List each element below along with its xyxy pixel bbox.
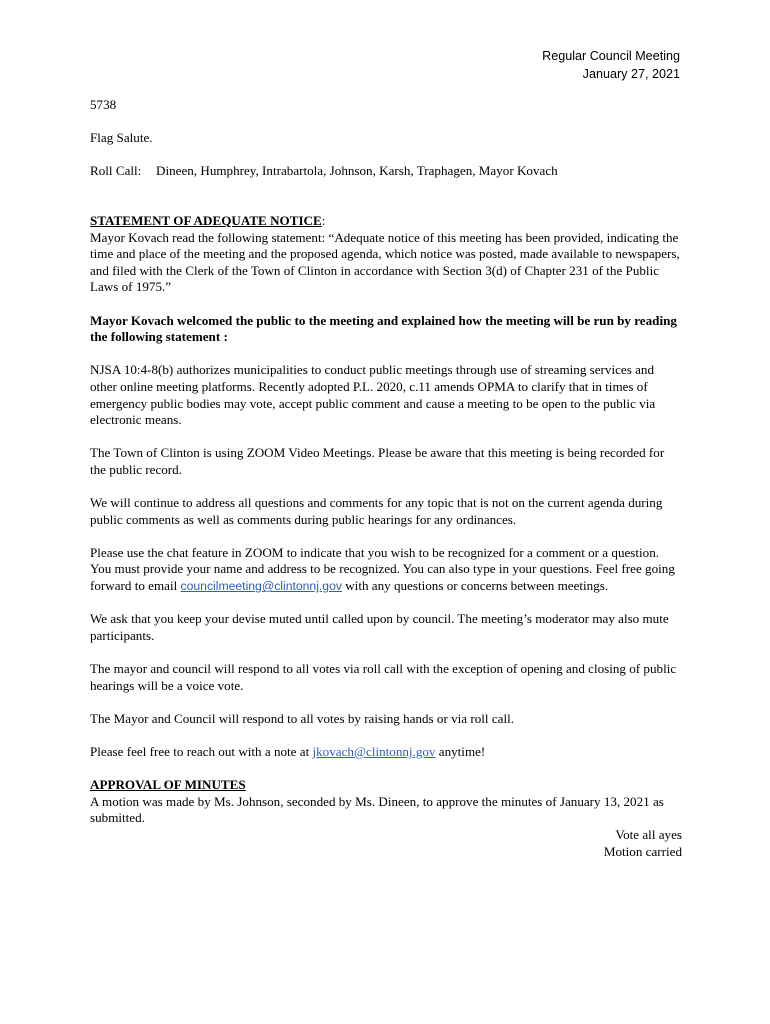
roll-call-label: Roll Call: [90, 163, 142, 179]
notice-text: Mayor Kovach read the following statement: “Adequate notice of this meeting has been provided, indicating the time and place of the meeting and the proposed agenda, which notice was posted, made available to newspapers, and filed with the Clerk of the Town of Clinton in accordance with Section 3(d) of Chapter 231 of the Public Laws of 1975.” [90, 229, 680, 295]
page-header [542, 47, 680, 83]
council-email-link[interactable]: councilmeeting@clintonnj.gov [180, 579, 342, 594]
chat-text-before: Please use the chat feature in ZOOM to indicate that you wish to be recognized for a comment or a question. You must provide your name and address to be recognized. You can also type in your questions. Feel free going forward to email [90, 544, 675, 594]
chat-paragraph [90, 545, 682, 595]
roll-call-votes-paragraph: The mayor and council will respond to all votes via roll call with the exception of opening and closing of public hearings will be a voice vote. [90, 661, 677, 693]
vote-result: Vote all ayes [615, 826, 682, 842]
questions-paragraph: We will continue to address all questions and comments for any topic that is not on the current agenda during public comments as well as comments during public hearings for any ordinances. [90, 495, 663, 527]
notice-heading-text: STATEMENT OF ADEQUATE NOTICE [90, 212, 322, 228]
zoom-paragraph: The Town of Clinton is using ZOOM Video Meetings. Please be aware that this meeting is being recorded for the public record. [90, 445, 665, 477]
njsa-paragraph: NJSA 10:4-8(b) authorizes municipalities to conduct public meetings through use of streaming services and other online meeting platforms. Recently adopted P.L. 2020, c.11 amends OPMA to clarify that in times of emergency public bodies may vote, accept public comment and cause a meeting to be open to the public via electronic means. [90, 362, 656, 428]
motion-result: Motion carried [603, 843, 682, 859]
welcome-statement: Mayor Kovach welcomed the public to the meeting and explained how the meeting will be run by reading the following statement : [90, 312, 677, 345]
reach-text-after: anytime! [435, 743, 486, 759]
reach-out-paragraph [90, 744, 682, 761]
meeting-title: Regular Council Meeting [542, 49, 680, 63]
minutes-text: A motion was made by Ms. Johnson, seconded by Ms. Dineen, to approve the minutes of January 13, 2021 as submitted. [90, 793, 664, 826]
chat-text-after: with any questions or concerns between meetings. [341, 578, 609, 594]
reach-text-before: Please feel free to reach out with a note at [90, 743, 313, 759]
raising-hands-paragraph: The Mayor and Council will respond to all votes by raising hands or via roll call. [90, 710, 515, 726]
meeting-date: January 27, 2021 [582, 67, 680, 81]
mayor-email-link[interactable]: jkovach@clintonnj.gov [312, 743, 436, 759]
minutes-heading: APPROVAL OF MINUTES [90, 777, 246, 793]
page-number: 5738 [90, 97, 117, 112]
document-body [90, 97, 682, 860]
flag-salute: Flag Salute. [90, 130, 153, 146]
roll-call-names: Dineen, Humphrey, Intrabartola, Johnson, Karsh, Traphagen, Mayor Kovach [156, 163, 558, 179]
notice-heading [90, 213, 682, 230]
notice-heading-colon: : [321, 212, 326, 228]
roll-call [90, 163, 682, 180]
muted-paragraph: We ask that you keep your devise muted until called upon by council. The meeting’s moderator may also mute participants. [90, 611, 669, 643]
